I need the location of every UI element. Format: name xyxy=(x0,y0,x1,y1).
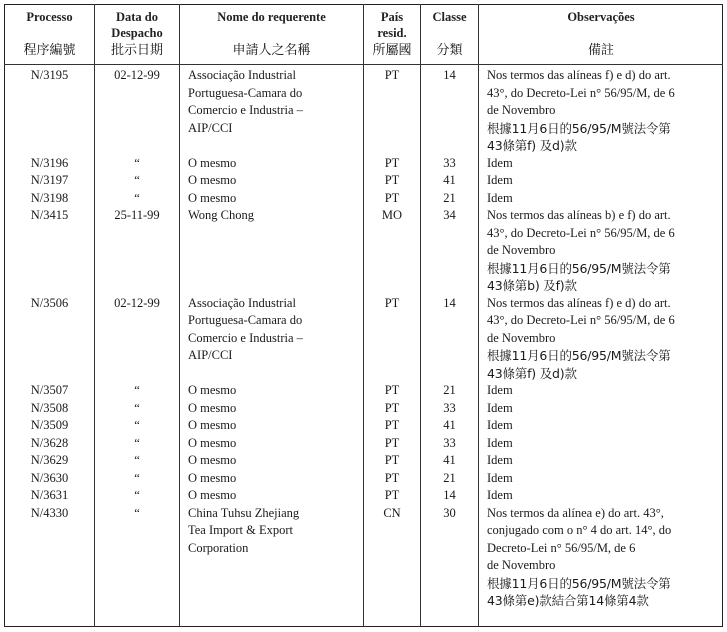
cell-pais: CN xyxy=(383,505,401,520)
header-divider xyxy=(4,64,723,65)
cell-observacoes-zh-line: 根據11月6日的56/95/M號法令第 xyxy=(487,348,671,363)
cell-processo: N/3508 xyxy=(30,400,69,415)
cell-processo: N/3509 xyxy=(30,418,69,432)
column-divider xyxy=(179,4,180,627)
cell-requerente-line: Portuguesa-Camara do xyxy=(188,313,303,327)
header-data-line1: Data do xyxy=(115,10,159,24)
cell-observacoes-zh-line: 根據11月6日的56/95/M號法令第 xyxy=(487,260,671,276)
cell-classe: 14 xyxy=(443,488,456,502)
cell-classe: 21 xyxy=(443,190,456,205)
cell-requerente-line: AIP/CCI xyxy=(188,120,233,135)
cell-observacoes-line: de Novembro xyxy=(487,103,556,117)
cell-observacoes-zh-line: 43條第f) 及d)款 xyxy=(487,365,577,381)
cell-observacoes-line: Idem xyxy=(487,488,513,502)
cell-observacoes-line: Decreto-Lei n° 56/95/M, de 6 xyxy=(487,540,636,555)
header-nome: Nome do requerente xyxy=(217,10,326,24)
cell-data-despacho: “ xyxy=(134,155,140,170)
cell-requerente-line: Comercio e Industria – xyxy=(188,330,303,345)
cell-pais: PT xyxy=(384,383,400,397)
cell-pais: PT xyxy=(384,155,400,170)
cell-processo: N/3197 xyxy=(30,173,69,187)
cell-classe: 33 xyxy=(443,400,456,415)
cell-requerente-line: O mesmo xyxy=(188,453,237,467)
cell-observacoes-line: conjugado com o n° 4 do art. 14°, do xyxy=(487,523,672,537)
cell-observacoes-line: 43°, do Decreto-Lei n° 56/95/M, de 6 xyxy=(487,225,675,240)
cell-processo: N/3506 xyxy=(30,295,69,310)
header-nome-zh: 申請人之名稱 xyxy=(232,43,311,58)
cell-observacoes-line: Nos termos das alíneas b) e f) do art. xyxy=(487,208,671,222)
cell-requerente-line: Associação Industrial xyxy=(188,295,296,310)
cell-pais: PT xyxy=(384,453,400,467)
cell-processo: N/3630 xyxy=(30,470,69,485)
cell-data-despacho: “ xyxy=(134,418,140,432)
cell-classe: 33 xyxy=(443,155,456,170)
column-divider xyxy=(94,4,95,627)
cell-processo: N/4330 xyxy=(30,505,69,520)
cell-processo: N/3196 xyxy=(30,155,69,170)
cell-classe: 21 xyxy=(443,383,456,397)
cell-observacoes-zh-line: 根據11月6日的56/95/M號法令第 xyxy=(487,120,671,136)
cell-classe: 41 xyxy=(443,418,456,432)
cell-requerente-line: O mesmo xyxy=(188,190,237,205)
cell-pais: PT xyxy=(384,435,400,450)
cell-requerente-line: O mesmo xyxy=(188,383,237,397)
cell-data-despacho: “ xyxy=(134,173,140,187)
cell-requerente-line: O mesmo xyxy=(188,400,237,415)
cell-requerente-line: O mesmo xyxy=(188,155,237,170)
column-divider xyxy=(478,4,479,627)
cell-processo: N/3629 xyxy=(30,453,69,467)
cell-pais: PT xyxy=(384,418,400,432)
cell-observacoes-line: de Novembro xyxy=(487,558,556,572)
header-observacoes: Observações xyxy=(567,10,635,24)
cell-processo: N/3507 xyxy=(30,383,69,397)
cell-classe: 30 xyxy=(443,505,456,520)
cell-classe: 41 xyxy=(443,173,456,187)
cell-pais: PT xyxy=(384,295,400,310)
cell-classe: 33 xyxy=(443,435,456,450)
cell-observacoes-line: Nos termos da alínea e) do art. 43°, xyxy=(487,505,664,520)
column-divider xyxy=(420,4,421,627)
cell-observacoes-line: Idem xyxy=(487,400,513,415)
cell-requerente-line: Comercio e Industria – xyxy=(188,103,303,117)
cell-processo: N/3631 xyxy=(30,488,69,502)
cell-data-despacho: “ xyxy=(134,505,140,520)
cell-observacoes-line: de Novembro xyxy=(487,243,556,257)
cell-data-despacho: “ xyxy=(134,488,140,502)
cell-classe: 21 xyxy=(443,470,456,485)
cell-observacoes-line: de Novembro xyxy=(487,330,556,345)
cell-observacoes-line: Nos termos das alíneas f) e d) do art. xyxy=(487,295,671,310)
cell-observacoes-line: Idem xyxy=(487,383,513,397)
cell-data-despacho: “ xyxy=(134,383,140,397)
cell-pais: PT xyxy=(384,173,400,187)
cell-requerente-line: Tea Import & Export xyxy=(188,523,293,537)
column-divider xyxy=(363,4,364,627)
cell-requerente-line: O mesmo xyxy=(188,470,237,485)
cell-observacoes-zh-line: 43條第f) 及d)款 xyxy=(487,138,577,153)
cell-requerente-line: AIP/CCI xyxy=(188,348,233,362)
cell-data-despacho: “ xyxy=(134,400,140,415)
header-data-line2: Despacho xyxy=(111,26,163,40)
header-classe: Classe xyxy=(432,10,467,24)
cell-processo: N/3415 xyxy=(30,208,69,222)
cell-requerente-line: O mesmo xyxy=(188,418,237,432)
cell-requerente-line: China Tuhsu Zhejiang xyxy=(188,505,300,520)
cell-requerente-line: Wong Chong xyxy=(188,208,255,222)
cell-observacoes-zh-line: 根據11月6日的56/95/M號法令第 xyxy=(487,575,671,591)
cell-observacoes-line: 43°, do Decreto-Lei n° 56/95/M, de 6 xyxy=(487,313,675,327)
header-observacoes-zh: 備註 xyxy=(587,43,614,58)
cell-classe: 41 xyxy=(443,453,456,467)
header-pais-line1: País xyxy=(380,10,404,24)
cell-data-despacho: 02-12-99 xyxy=(114,295,160,310)
header-pais-zh: 所屬國 xyxy=(372,43,412,58)
cell-classe: 34 xyxy=(443,208,456,222)
header-data-zh: 批示日期 xyxy=(110,43,163,58)
cell-data-despacho: 25-11-99 xyxy=(114,208,160,222)
cell-processo: N/3628 xyxy=(30,435,69,450)
cell-data-despacho: “ xyxy=(134,453,140,467)
cell-pais: PT xyxy=(384,488,400,502)
cell-pais: PT xyxy=(384,190,400,205)
cell-data-despacho: 02-12-99 xyxy=(114,68,160,82)
cell-observacoes-line: Idem xyxy=(487,418,513,432)
cell-requerente-line: O mesmo xyxy=(188,435,237,450)
cell-observacoes-line: Idem xyxy=(487,173,513,187)
cell-processo: N/3195 xyxy=(30,68,69,82)
header-classe-zh: 分類 xyxy=(436,43,463,58)
cell-observacoes-line: Idem xyxy=(487,470,513,485)
cell-pais: PT xyxy=(384,470,400,485)
cell-observacoes-line: Nos termos das alíneas f) e d) do art. xyxy=(487,68,671,82)
cell-requerente-line: O mesmo xyxy=(188,173,237,187)
cell-observacoes-zh-line: 43條第b) 及f)款 xyxy=(487,278,577,293)
cell-pais: MO xyxy=(381,208,403,222)
cell-requerente-line: Corporation xyxy=(188,540,249,555)
cell-processo: N/3198 xyxy=(30,190,69,205)
cell-observacoes-line: Idem xyxy=(487,155,513,170)
cell-pais: PT xyxy=(384,400,400,415)
cell-observacoes-zh-line: 43條第e)款結合第14條第4款 xyxy=(487,593,649,608)
cell-observacoes-line: Idem xyxy=(487,435,513,450)
cell-requerente-line: Associação Industrial xyxy=(188,68,296,82)
cell-observacoes-line: 43°, do Decreto-Lei n° 56/95/M, de 6 xyxy=(487,85,675,100)
header-processo: Processo xyxy=(26,10,73,24)
cell-data-despacho: “ xyxy=(134,470,140,485)
cell-classe: 14 xyxy=(443,68,456,82)
cell-classe: 14 xyxy=(443,295,456,310)
cell-requerente-line: O mesmo xyxy=(188,488,237,502)
cell-observacoes-line: Idem xyxy=(487,190,513,205)
cell-data-despacho: “ xyxy=(134,190,140,205)
header-processo-zh: 程序編號 xyxy=(23,43,76,58)
cell-requerente-line: Portuguesa-Camara do xyxy=(188,85,303,100)
cell-observacoes-line: Idem xyxy=(487,453,513,467)
cell-data-despacho: “ xyxy=(134,435,140,450)
header-pais-line2: resid. xyxy=(377,26,407,40)
cell-pais: PT xyxy=(384,68,400,82)
